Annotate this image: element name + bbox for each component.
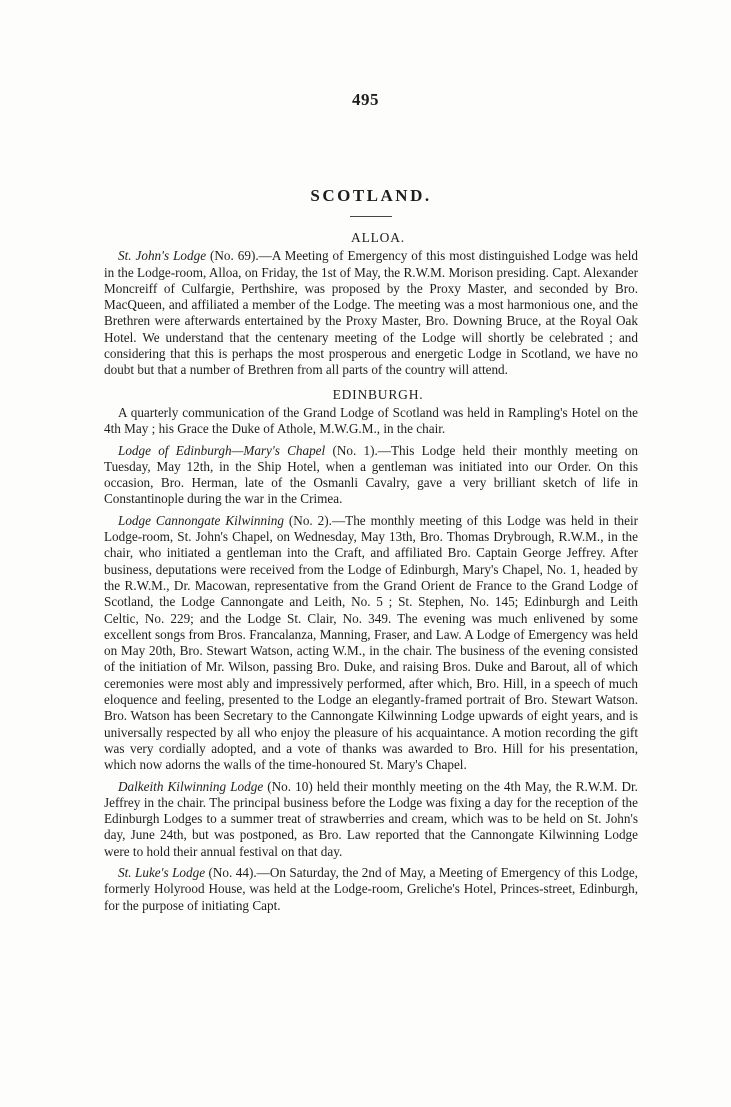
article-body bbox=[104, 230, 638, 916]
page-title: SCOTLAND. bbox=[310, 186, 432, 205]
paragraph-marys-chapel bbox=[104, 443, 638, 508]
section-heading-edinburgh: EDINBURGH. bbox=[332, 386, 424, 402]
lodge-name: Lodge Cannongate Kilwinning bbox=[118, 512, 284, 528]
paragraph-text: (No. 69).—A Meeting of Emergency of this most distinguished Lodge was held in the Lodge-room, Alloa, on Friday, the 1st of May, the R.W.M. Morison presiding. Capt. Alexander Moncreiff of Culfargie, Perthshire, was proposed by the Proxy Master, and seconded by Bro. MacQueen, and affiliated a member of the Lodge. The meeting was a most harmonious one, and the Brethren were afterwards entertained by the Proxy Master, Bro. Downing Bruce, at the Royal Oak Hotel. We understand that the centenary meeting of the Lodge will shortly be celebrated ; and considering that this is perhaps the most prosperous and energetic Lodge in Scotland, we have no doubt but that a number of Brethren from all parts of the country will attend. bbox=[104, 248, 638, 378]
paragraph-st-johns-lodge bbox=[104, 248, 638, 378]
lodge-name: St. Luke's Lodge bbox=[118, 864, 206, 880]
paragraph-grand-lodge bbox=[104, 405, 638, 438]
paragraph-cannongate-kilwinning bbox=[104, 513, 638, 774]
title-divider bbox=[350, 216, 392, 217]
paragraph-text: (No. 44).—On Saturday, the 2nd of May, a Meeting of Emergency of this Lodge, formerly Holyrood House, was held at the Lodge-room, Greliche's Hotel, Princes-street, Edinburgh, for the purpose of initiating Capt. bbox=[104, 864, 638, 913]
paragraph-text: A quarterly communication of the Grand Lodge of Scotland was held in Rampling's Hotel on the 4th May ; his Grace the Duke of Athole, M.W.G.M., in the chair. bbox=[104, 404, 638, 437]
lodge-name: St. John's Lodge bbox=[118, 248, 207, 264]
paragraph-st-lukes-lodge bbox=[104, 865, 638, 914]
lodge-name: Dalkeith Kilwinning Lodge bbox=[118, 778, 264, 794]
paragraph-dalkeith-kilwinning bbox=[104, 779, 638, 860]
paragraph-text: (No. 2).—The monthly meeting of this Lodge was held in their Lodge-room, St. John's Chapel, on Wednesday, May 13th, Bro. Thomas Drybrough, R.W.M., in the chair, who initiated a gentleman into the Craft, and affiliated Bro. Captain George Jeffrey. After business, deputations were received from the Lodge of Edinburgh, Mary's Chapel, No. 1, headed by the R.W.M., Dr. Macowan, representative from the Grand Orient de France to the Grand Lodge of Scotland, the Lodge Cannongate and Leith, No. 5 ; St. Stephen, No. 145; Edinburgh and Leith Celtic, No. 229; and the Lodge St. Clair, No. 349. The evening was much enlivened by some excellent songs from Bros. Francalanza, Manning, Fraser, and Law. A Lodge of Emergency was held on May 20th, Bro. Stewart Watson, acting W.M., in the chair. The business of the evening consisted of the initiation of Mr. Wilson, passing Bro. Duke, and raising Bros. Duke and Barout, all of which ceremonies were most ably and impressively performed, after which, Bro. Hill, in a speech of much eloquence and feeling, presented to the Lodge an elegantly-framed portrait of Bro. Stewart Watson. Bro. Watson has been Secretary to the Cannongate Kilwinning Lodge upwards of eight years, and is universally respected by all who enjoy the pleasure of his acquaintance. A motion recording the gift was very cordially adopted, and a vote of thanks was awarded to Bro. Hill for his presentation, which now adorns the walls of the time-honoured St. Mary's Chapel. bbox=[104, 512, 638, 773]
paragraph-text: (No. 1).—This Lodge held their monthly meeting on Tuesday, May 12th, in the Ship Hotel, when a gentleman was initiated into our Order. On this occasion, Bro. Herman, late of the Osmanli Cavalry, gave a very brilliant sketch of life in Constantinople during the war in the Crimea. bbox=[104, 442, 638, 507]
section-heading-alloa: ALLOA. bbox=[351, 230, 405, 245]
page-number: 495 bbox=[352, 90, 379, 109]
lodge-name: Lodge of Edinburgh—Mary's Chapel bbox=[118, 442, 326, 458]
paragraph-text: (No. 10) held their monthly meeting on the 4th May, the R.W.M. Dr. Jeffrey in the chair. The principal business before the Lodge was fixing a day for the reception of the Edinburgh Lodges to a summer treat of strawberries and cream, which was to be held on St. John's day, June 24th, but was postponed, as Bro. Law reported that the Cannongate Kilwinning Lodge were to hold their annual festival on that day. bbox=[104, 778, 638, 859]
